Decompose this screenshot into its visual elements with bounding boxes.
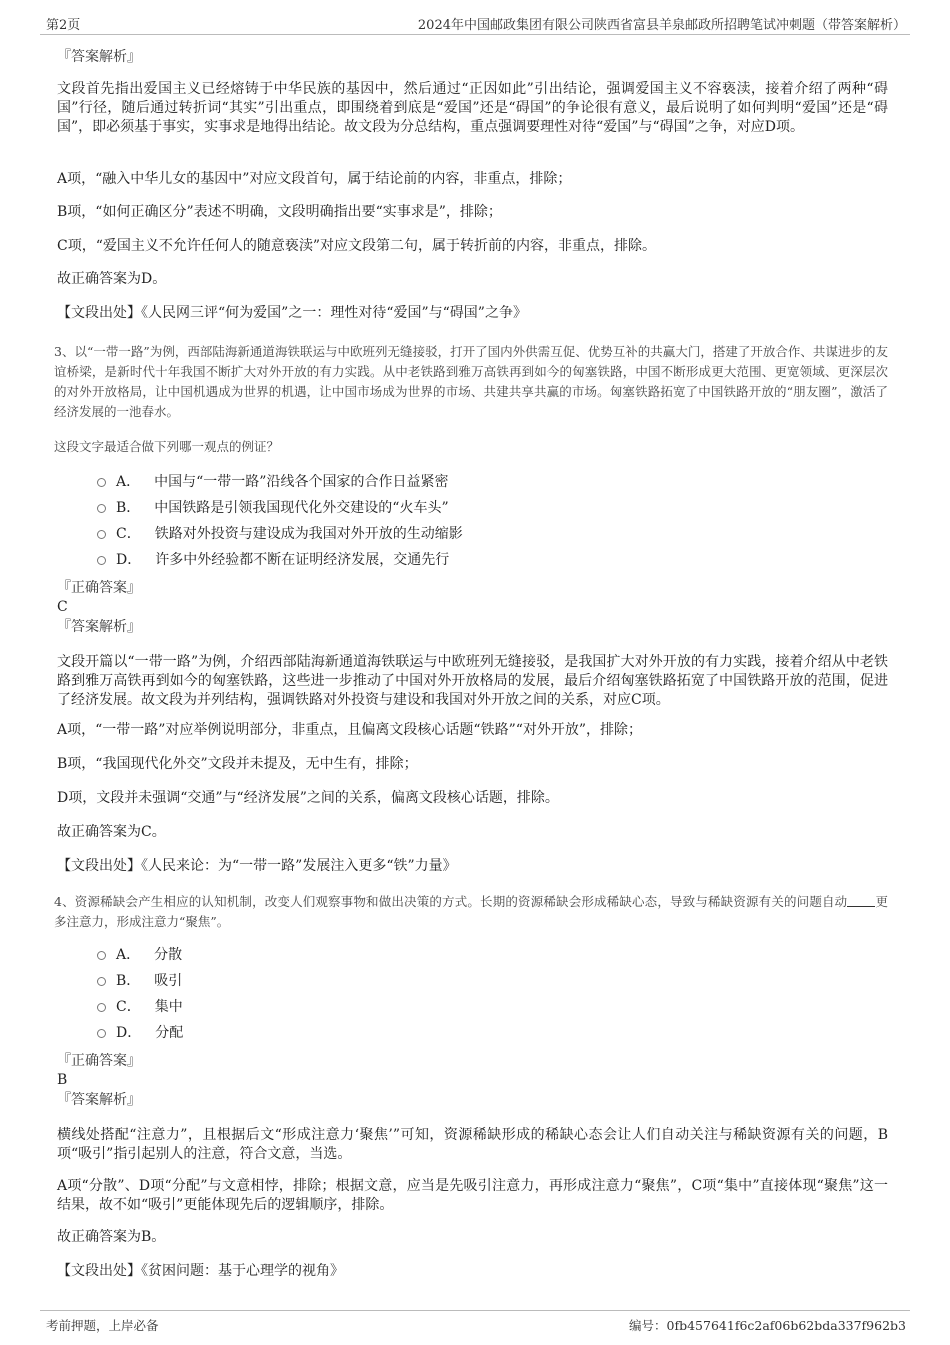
q2-analysis-paragraph: 文段首先指出爱国主义已经熔铸于中华民族的基因中，然后通过“正因如此”引出结论，强调爱国主义不容亵渎，接着介绍了两种“碍国”行径，随后通过转折词“其实”引出重点，即围绕着到底是“爱国”还是“碍国”的争论很有意义，最后说明了如何判明“爱国”还是“碍国”，即必须基于事实，实事求是地得出结论。故文段为分总结构，重点强调要理性对待“爱国”与“碍国”之争，对应D项。 — [57, 81, 888, 135]
page-header — [40, 12, 910, 35]
q3-option-a-analysis: A项，“一带一路”对应举例说明部分，非重点，且偏离文段核心话题“铁路”“对外开放”，排除； — [57, 722, 643, 738]
q3-source: 【文段出处】《人民来论：为“一带一路”发展注入更多“铁”力量》 — [57, 858, 457, 874]
q3-option-c[interactable]: C． 铁路对外投资与建设成为我国对外开放的生动缩影 — [97, 525, 463, 544]
q2-option-a-analysis: A项，“融入中华儿女的基因中”对应文段首句，属于结论前的内容，非重点，排除； — [57, 171, 572, 187]
q2-option-b-analysis: B项，“如何正确区分”表述不明确，文段明确指出要“实事求是”，排除； — [57, 204, 502, 220]
q3-analysis-paragraph: 文段开篇以“一带一路”为例，介绍西部陆海新通道海铁联运与中欧班列无缝接驳，是我国扩大对外开放的有力实践，接着介绍从中老铁路到雅万高铁再到如今的匈塞铁路，这些进一步推动了中国对外开放格局的发展，最后介绍匈塞铁路拓宽了中国铁路开放的范围，促进了经济发展。故文段为并列结构，强调铁路对外投资与建设和我国对外开放之间的关系，对应C项。 — [57, 654, 888, 708]
q4-source: 【文段出处】《贫困问题：基于心理学的视角》 — [57, 1263, 344, 1279]
q4-correct-label: 『正确答案』 — [57, 1053, 141, 1069]
q4-analysis-paragraph: 横线处搭配“注意力”，且根据后文“形成注意力‘聚焦’”可知，资源稀缺形成的稀缺心态会让人们自动关注与稀缺资源有关的问题，B项“吸引”指引起别人的注意，符合文意，当选。 — [57, 1127, 888, 1162]
q4-analysis-label: 『答案解析』 — [57, 1092, 141, 1108]
q4-options-analysis: A项“分散”、D项“分配”与文意相悖，排除；根据文意，应当是先吸引注意力，再形成注意力“聚焦”，C项“集中”直接体现“聚焦”这一结果，故不如“吸引”更能体现先后的逻辑顺序，排除。 — [57, 1178, 888, 1213]
answer-blank — [847, 894, 875, 907]
q3-prompt: 这段文字最适合做下列哪一观点的例证？ — [54, 439, 280, 454]
radio-button-icon[interactable] — [97, 951, 106, 960]
q3-option-d-analysis: D项，文段并未强调“交通”与“经济发展”之间的关系，偏离文段核心话题，排除。 — [57, 790, 559, 806]
q3-option-b-analysis: B项，“我国现代化外交”文段并未提及，无中生有，排除； — [57, 756, 418, 772]
document-title: 2024年中国邮政集团有限公司陕西省富县羊泉邮政所招聘笔试冲刺题（带答案解析） — [417, 18, 906, 33]
q4-option-b[interactable]: B． 吸引 — [97, 972, 182, 991]
q3-option-b[interactable]: B． 中国铁路是引领我国现代化外交建设的“火车头” — [97, 499, 449, 518]
q3-question: 3、以“一带一路”为例，西部陆海新通道海铁联运与中欧班列无缝接驳，打开了国内外供需互促、优势互补的共赢大门，搭建了开放合作、共谋进步的友谊桥梁，是新时代十年我国不断扩大对外开放的有力实践。从中老铁路到雅万高铁再到如今的匈塞铁路，中国不断形成更大范围、更宽领域、更深层次的对外开放格局，让中国机遇成为世界的机遇，让中国市场成为世界的市场、共建共享共赢的市场。匈塞铁路拓宽了中国铁路开放的“朋友圈”，激活了经济发展的一池春水。 — [54, 344, 888, 419]
q3-conclusion: 故正确答案为C。 — [57, 824, 166, 840]
q2-conclusion: 故正确答案为D。 — [57, 271, 167, 287]
q3-correct-answer: C — [57, 599, 68, 615]
q3-correct-label: 『正确答案』 — [57, 580, 141, 596]
radio-button-icon[interactable] — [97, 1029, 106, 1038]
radio-button-icon[interactable] — [97, 478, 106, 487]
q3-analysis-label: 『答案解析』 — [57, 619, 141, 635]
q2-source: 【文段出处】《人民网三评“何为爱国”之一：理性对待“爱国”与“碍国”之争》 — [57, 305, 527, 321]
q4-question: 4、资源稀缺会产生相应的认知机制，改变人们观察事物和做出决策的方式。长期的资源稀缺会形成稀缺心态，导致与稀缺资源有关的问题自动 更多注意力，形成注意力“聚焦”。 — [54, 894, 888, 929]
page-number: 第2页 — [46, 18, 81, 33]
radio-button-icon[interactable] — [97, 977, 106, 986]
q3-option-a[interactable]: A． 中国与“一带一路”沿线各个国家的合作日益紧密 — [97, 473, 448, 492]
q4-conclusion: 故正确答案为B。 — [57, 1229, 166, 1245]
q3-option-d[interactable]: D． 许多中外经验都不断在证明经济发展，交通先行 — [97, 551, 449, 570]
radio-button-icon[interactable] — [97, 1003, 106, 1012]
q2-option-c-analysis: C项，“爱国主义不允许任何人的随意亵渎”对应文段第二句，属于转折前的内容，非重点，排除。 — [57, 238, 657, 254]
radio-button-icon[interactable] — [97, 504, 106, 513]
radio-button-icon[interactable] — [97, 556, 106, 565]
document-id: 编号：0fb457641f6c2af06b62bda337f962b3 — [629, 1318, 906, 1333]
page-footer — [40, 1310, 910, 1335]
q4-option-a[interactable]: A． 分散 — [97, 946, 182, 965]
q2-analysis-label: 『答案解析』 — [57, 49, 141, 65]
q4-option-c[interactable]: C． 集中 — [97, 998, 183, 1017]
radio-button-icon[interactable] — [97, 530, 106, 539]
footer-slogan: 考前押题，上岸必备 — [46, 1318, 159, 1333]
q4-option-d[interactable]: D． 分配 — [97, 1024, 183, 1043]
q4-correct-answer: B — [57, 1072, 68, 1088]
